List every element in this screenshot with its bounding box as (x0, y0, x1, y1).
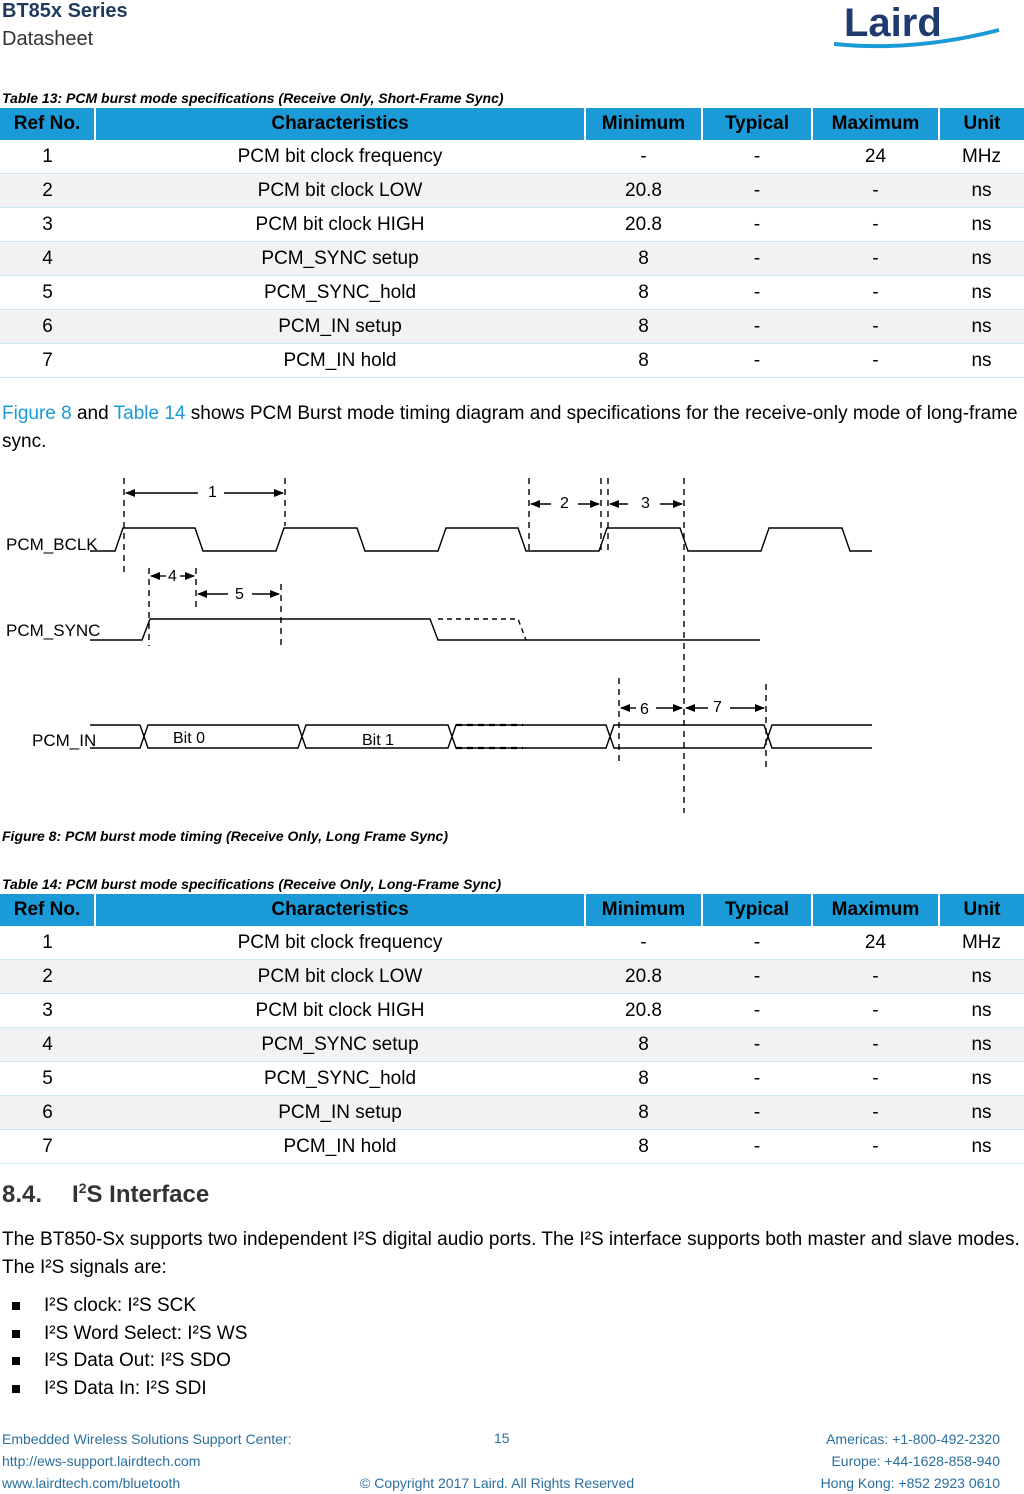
cell: 8 (585, 276, 702, 310)
cell: 1 (0, 926, 95, 960)
list-item: I²S Data In: I²S SDI (10, 1375, 247, 1403)
table13 (0, 108, 1024, 378)
cell: 8 (585, 344, 702, 378)
col-minimum: Minimum (585, 894, 702, 926)
cell: PCM_IN hold (95, 344, 585, 378)
list-item: I²S clock: I²S SCK (10, 1292, 247, 1320)
cell: - (812, 1130, 939, 1164)
cell: - (702, 960, 812, 994)
cell: ns (939, 960, 1024, 994)
cell: 24 (812, 140, 939, 174)
intro-text: shows PCM Burst mode timing diagram and specifications for the receive-only mode of long-frame sync. (2, 403, 1018, 452)
footer-right (821, 1428, 1000, 1494)
marker-6: 6 (640, 701, 649, 718)
table-row (0, 140, 1024, 174)
cell: - (702, 1096, 812, 1130)
laird-logo (834, 0, 1004, 59)
cell: 3 (0, 994, 95, 1028)
label-pcm-bclk: PCM_BCLK (6, 535, 98, 554)
cell: ns (939, 1028, 1024, 1062)
cell: - (702, 1062, 812, 1096)
intro-text: and (71, 403, 114, 424)
footer-phone-europe: Europe: +44-1628-858-940 (831, 1453, 1000, 1469)
footer-bluetooth-link[interactable]: www.lairdtech.com/bluetooth (2, 1475, 181, 1491)
table13-caption: Table 13: PCM burst mode specifications (Receive Only, Short-Frame Sync) (2, 90, 504, 106)
marker-4: 4 (168, 568, 177, 585)
section-body: The BT850-Sx supports two independent I²S digital audio ports. The I²S interface supports both master and slave modes. The I²S signals are: (2, 1229, 1020, 1278)
section-title-sup: 2 (78, 1180, 87, 1196)
doc-series-title: BT85x Series (2, 0, 128, 22)
cell: - (702, 994, 812, 1028)
cell: - (812, 1028, 939, 1062)
col-maximum: Maximum (812, 894, 939, 926)
cell: 2 (0, 960, 95, 994)
label-pcm-sync: PCM_SYNC (6, 621, 101, 640)
col-minimum: Minimum (585, 108, 702, 140)
cell: MHz (939, 926, 1024, 960)
col-unit: Unit (939, 894, 1024, 926)
cell: PCM bit clock frequency (95, 926, 585, 960)
cell: ns (939, 994, 1024, 1028)
signal-list (10, 1292, 247, 1402)
table-row (0, 1028, 1024, 1062)
marker-1: 1 (208, 484, 217, 501)
section-title-part: S Interface (86, 1181, 210, 1208)
cell: - (702, 276, 812, 310)
cell: - (812, 344, 939, 378)
cell: 5 (0, 1062, 95, 1096)
cell: - (702, 344, 812, 378)
marker-3: 3 (641, 495, 650, 512)
cell: 20.8 (585, 994, 702, 1028)
bit-1-label: Bit 1 (362, 732, 395, 749)
cell: ns (939, 1062, 1024, 1096)
cell: - (702, 1130, 812, 1164)
marker-7: 7 (713, 699, 722, 716)
cell: MHz (939, 140, 1024, 174)
cell: 8 (585, 1096, 702, 1130)
laird-logo-icon (834, 0, 1004, 54)
cell: PCM bit clock HIGH (95, 994, 585, 1028)
cell: 8 (585, 310, 702, 344)
table-row (0, 174, 1024, 208)
table14-caption: Table 14: PCM burst mode specifications (Receive Only, Long-Frame Sync) (2, 876, 502, 892)
cell: ns (939, 174, 1024, 208)
cell: - (812, 174, 939, 208)
footer-phone-hongkong: Hong Kong: +852 2923 0610 (820, 1475, 1000, 1491)
table-row (0, 276, 1024, 310)
page-number: 15 (494, 1430, 510, 1446)
table-row (0, 1096, 1024, 1130)
table-row (0, 242, 1024, 276)
marker-2: 2 (560, 495, 569, 512)
bit-0-label: Bit 0 (173, 730, 206, 747)
table14-link[interactable]: Table 14 (113, 403, 186, 424)
cell: 8 (585, 1028, 702, 1062)
section-title-part: I (72, 1181, 79, 1208)
cell: ns (939, 208, 1024, 242)
cell: 8 (585, 242, 702, 276)
cell: 6 (0, 310, 95, 344)
footer-copyright: © Copyright 2017 Laird. All Rights Reserved (360, 1475, 635, 1491)
section-number: 8.4. (2, 1181, 43, 1208)
cell: - (812, 1062, 939, 1096)
figure8-link[interactable]: Figure 8 (2, 403, 72, 424)
pcm-in-waveform (90, 725, 523, 748)
table-row (0, 310, 1024, 344)
col-maximum: Maximum (812, 108, 939, 140)
col-characteristics: Characteristics (95, 108, 585, 140)
cell: PCM_IN setup (95, 310, 585, 344)
cell: PCM bit clock LOW (95, 174, 585, 208)
figure8-caption: Figure 8: PCM burst mode timing (Receive Only, Long Frame Sync) (2, 828, 448, 844)
col-typical: Typical (702, 108, 812, 140)
cell: 7 (0, 1130, 95, 1164)
cell: - (702, 242, 812, 276)
cell: 7 (0, 344, 95, 378)
cell: - (702, 926, 812, 960)
col-typical: Typical (702, 894, 812, 926)
cell: PCM_IN hold (95, 1130, 585, 1164)
col-ref: Ref No. (0, 108, 95, 140)
intro-paragraph (2, 400, 1022, 456)
cell: PCM_SYNC_hold (95, 276, 585, 310)
cell: ns (939, 310, 1024, 344)
cell: - (812, 994, 939, 1028)
marker-5: 5 (235, 586, 244, 603)
figure8-timing-diagram (0, 468, 1024, 820)
table-row (0, 960, 1024, 994)
table-row (0, 1062, 1024, 1096)
cell: PCM bit clock LOW (95, 960, 585, 994)
cell: - (585, 926, 702, 960)
cell: - (812, 242, 939, 276)
cell: 5 (0, 276, 95, 310)
footer-left (2, 1428, 291, 1494)
cell: - (812, 1096, 939, 1130)
col-unit: Unit (939, 108, 1024, 140)
cell: - (702, 174, 812, 208)
cell: 20.8 (585, 174, 702, 208)
cell: 24 (812, 926, 939, 960)
table-row (0, 926, 1024, 960)
doc-subtitle: Datasheet (2, 28, 94, 50)
cell: 20.8 (585, 960, 702, 994)
cell: - (702, 310, 812, 344)
pcm-sync-waveform (90, 619, 760, 640)
footer-phone-americas: Americas: +1-800-492-2320 (826, 1431, 1000, 1447)
cell: - (702, 140, 812, 174)
pcm-bclk-waveform (90, 528, 872, 551)
list-item: I²S Data Out: I²S SDO (10, 1347, 247, 1375)
table-row (0, 1130, 1024, 1164)
logo-wordmark: Laird (844, 1, 942, 45)
cell: 1 (0, 140, 95, 174)
cell: 2 (0, 174, 95, 208)
list-item: I²S Word Select: I²S WS (10, 1320, 247, 1348)
cell: - (812, 208, 939, 242)
table14 (0, 894, 1024, 1164)
cell: 20.8 (585, 208, 702, 242)
cell: ns (939, 1096, 1024, 1130)
label-pcm-in: PCM_IN (32, 731, 97, 750)
cell: ns (939, 276, 1024, 310)
table-row (0, 344, 1024, 378)
section-heading (2, 1180, 209, 1209)
cell: PCM bit clock HIGH (95, 208, 585, 242)
col-ref: Ref No. (0, 894, 95, 926)
cell: 8 (585, 1130, 702, 1164)
cell: - (585, 140, 702, 174)
footer-support-link[interactable]: http://ews-support.lairdtech.com (2, 1453, 201, 1469)
cell: PCM_SYNC setup (95, 1028, 585, 1062)
cell: - (812, 310, 939, 344)
cell: 6 (0, 1096, 95, 1130)
footer-support-label: Embedded Wireless Solutions Support Center: (2, 1431, 292, 1447)
cell: ns (939, 1130, 1024, 1164)
cell: 3 (0, 208, 95, 242)
cell: - (812, 276, 939, 310)
table-row (0, 994, 1024, 1028)
cell: - (702, 208, 812, 242)
col-characteristics: Characteristics (95, 894, 585, 926)
cell: PCM_IN setup (95, 1096, 585, 1130)
cell: - (812, 960, 939, 994)
cell: 8 (585, 1062, 702, 1096)
cell: PCM_SYNC setup (95, 242, 585, 276)
cell: ns (939, 344, 1024, 378)
cell: 4 (0, 1028, 95, 1062)
cell: 4 (0, 242, 95, 276)
cell: ns (939, 242, 1024, 276)
cell: PCM bit clock frequency (95, 140, 585, 174)
cell: - (702, 1028, 812, 1062)
table-row (0, 208, 1024, 242)
cell: PCM_SYNC_hold (95, 1062, 585, 1096)
